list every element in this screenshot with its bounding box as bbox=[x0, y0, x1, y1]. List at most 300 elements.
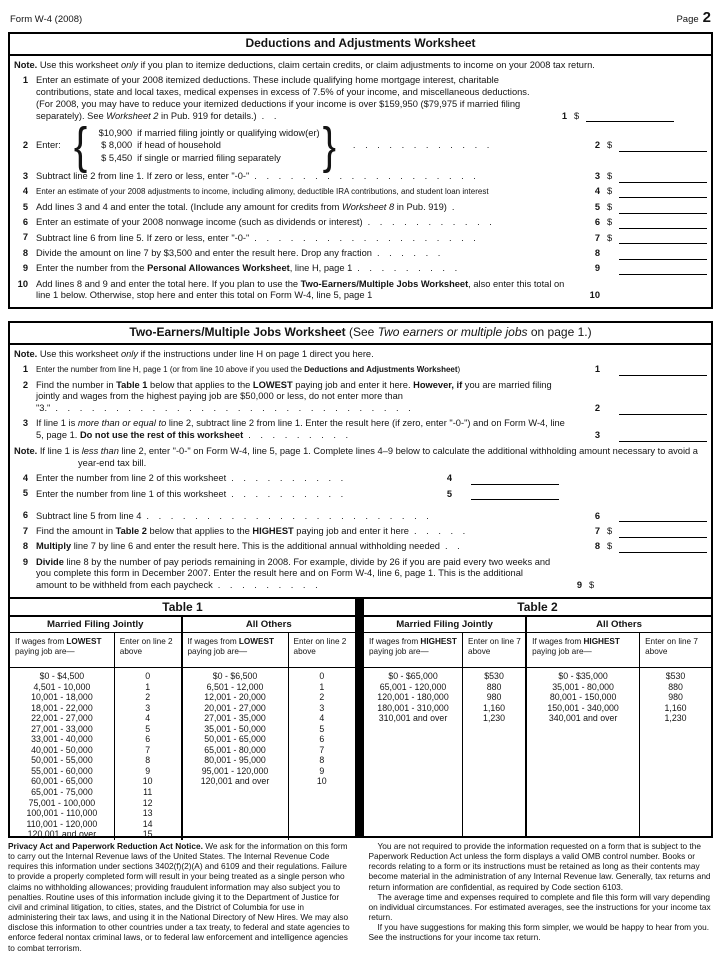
enter-value-cell: 3 bbox=[145, 702, 151, 713]
text-segment: Use this worksheet bbox=[37, 60, 121, 70]
wage-range-cell: $0 - $65,000 bbox=[388, 670, 438, 681]
ws1-rows bbox=[14, 75, 707, 302]
privacy-act-notice bbox=[8, 841, 353, 953]
text-segment: Find the amount in bbox=[36, 526, 116, 537]
enter-value-cell: 880 bbox=[486, 681, 502, 692]
ws1-line-3-amount-field[interactable] bbox=[619, 171, 707, 183]
table-2 bbox=[364, 599, 711, 836]
enter-values bbox=[463, 668, 525, 836]
line-text bbox=[36, 511, 574, 523]
entry-line-number: 8 bbox=[594, 541, 600, 552]
enter-value-cell: 1 bbox=[319, 681, 325, 692]
ws2-row-8 bbox=[14, 541, 707, 553]
wage-range-cell: 120,001 - 180,000 bbox=[377, 692, 449, 703]
dot-leader: . . . . . . . . . bbox=[217, 580, 322, 591]
ws1-row-5 bbox=[14, 202, 707, 214]
text-segment: , line H, page 1 bbox=[289, 263, 353, 274]
line-text bbox=[36, 418, 574, 442]
enter-value-cell: 2 bbox=[145, 692, 151, 703]
line-text bbox=[36, 541, 574, 553]
entry-line-number: 2 bbox=[594, 139, 600, 150]
line-number: 10 bbox=[17, 278, 28, 289]
wage-column-header bbox=[183, 633, 288, 668]
text-segment: LOWEST bbox=[252, 379, 293, 390]
enter-values bbox=[115, 668, 181, 840]
enter-value-cell: 1,230 bbox=[664, 713, 687, 724]
enter-value-cell: 10 bbox=[316, 776, 327, 787]
wage-range-cell: 75,001 - 100,000 bbox=[28, 797, 96, 808]
wage-range-cell: 65,001 - 75,000 bbox=[31, 787, 93, 797]
line-number: 6 bbox=[22, 216, 28, 227]
wage-range-cell: 33,001 - 40,000 bbox=[31, 734, 93, 745]
wage-values bbox=[10, 668, 114, 840]
wage-values bbox=[527, 668, 639, 836]
dollar-sign: $ bbox=[607, 139, 613, 150]
entry-line-number: 9 bbox=[576, 580, 582, 591]
text-segment: Enter an estimate of your 2008 nonwage income (such as dividends or interest) bbox=[36, 217, 363, 228]
entry-area bbox=[607, 248, 707, 260]
enter-value-cell: 8 bbox=[319, 755, 325, 766]
dot-leader: . bbox=[451, 201, 458, 212]
section-columns bbox=[183, 633, 356, 840]
enter-value-cell: 6 bbox=[319, 734, 325, 745]
wage-range-cell: 180,001 - 310,000 bbox=[377, 702, 449, 713]
footer-paragraph: The average time and expenses required to complete and file this form will vary depending on individual circumstances. For estimated averages, see the instructions for your income tax return. bbox=[368, 891, 711, 923]
close-brace: } bbox=[322, 118, 336, 174]
text-segment: HIGHEST bbox=[252, 526, 294, 537]
enter-value-cell: $530 bbox=[665, 670, 686, 681]
text-segment: if the instructions under line H on page 1 direct you here. bbox=[138, 349, 374, 360]
enter-value-cell: 8 bbox=[145, 755, 151, 766]
entry-area bbox=[607, 171, 707, 183]
ws2-line-4-amount-field[interactable] bbox=[471, 473, 559, 485]
wage-range-cell: 310,001 and over bbox=[378, 713, 448, 724]
ws1-row-6 bbox=[14, 217, 707, 229]
text-segment: Note. bbox=[14, 349, 38, 360]
text-segment: Subtract line 5 from line 4 bbox=[36, 510, 142, 521]
ws1-line-5-amount-field[interactable] bbox=[619, 202, 707, 214]
text-segment: HIGHEST bbox=[583, 636, 620, 646]
text-segment: Divide the amount on line 7 by $3,500 and enter the result here. Drop any fraction bbox=[36, 247, 372, 258]
line-text bbox=[36, 557, 556, 592]
wage-range-cell: 27,001 - 33,000 bbox=[31, 723, 93, 734]
footer-paragraph: You are not required to provide the information requested on a form that is subject to the Paperwork Reduction Act unless the form displays a valid OMB control number. Books or records relating to a form or its instructions must be retained as long as their contents may become material in the administration of any Internal Revenue law. Generally, tax returns and return information are confidential, as required by Code section 6103. bbox=[368, 840, 711, 892]
table2-sections bbox=[364, 617, 711, 836]
line-text bbox=[36, 75, 541, 122]
enter-column bbox=[289, 633, 355, 840]
enter-values bbox=[289, 668, 355, 840]
text-segment: paying job are— bbox=[532, 646, 592, 656]
enter-value-cell: 7 bbox=[145, 744, 151, 755]
ws1-line-9-amount-field[interactable] bbox=[619, 263, 707, 275]
section-subtitle: Married Filing Jointly bbox=[364, 617, 525, 633]
line-text bbox=[36, 171, 574, 183]
wage-range-cell: 80,001 - 95,000 bbox=[204, 755, 266, 766]
entry-line-number: 9 bbox=[594, 263, 600, 274]
text-segment: Subtract line 2 from line 1. If zero or less, enter "-0-" bbox=[36, 170, 250, 181]
text-segment: Two-Earners/Multiple Jobs Worksheet bbox=[129, 325, 346, 340]
wage-range-cell: 27,001 - 35,000 bbox=[204, 713, 266, 724]
ws2-line-7-amount-field[interactable] bbox=[619, 526, 707, 538]
ws2-body bbox=[10, 345, 711, 597]
enter-value-cell: 1,160 bbox=[483, 702, 506, 713]
ws1-body bbox=[10, 56, 711, 307]
wage-column bbox=[183, 633, 289, 840]
text-segment: Do not use the rest of this worksheet bbox=[79, 430, 244, 441]
enter-column-header: Enter on line 2 above bbox=[289, 633, 355, 668]
ws2-row-2 bbox=[14, 380, 707, 415]
line-text bbox=[36, 248, 574, 260]
dot-leader: . . bbox=[261, 110, 280, 121]
text-segment: If line 1 is bbox=[36, 418, 78, 429]
text-segment: in Pub. 919 for details.) bbox=[158, 110, 257, 121]
ws1-row-3 bbox=[14, 171, 707, 183]
line-number: 5 bbox=[22, 201, 28, 212]
entry-area bbox=[607, 232, 707, 244]
enter-column bbox=[115, 633, 181, 840]
entry-line-number: 8 bbox=[594, 247, 600, 258]
dollar-sign: $ bbox=[607, 526, 613, 537]
line-number: 5 bbox=[22, 488, 28, 499]
option-label: if single or married filing separately bbox=[137, 153, 281, 164]
text-segment: We ask for the information on this form to carry out the Internal Revenue laws of the United States. The Internal Revenue Code requires this information under sections 3402(f)(2)(A) and 6109 and their regulations. Failure to provide a properly completed form will result in your being treated as a single person who claims no withholding allowances; providing fraudulent information may also subject you to penalties. Routine uses of this information include giving it to the Department of Justice for civil and criminal litigation, to cities, states, and the District of Columbia for use in administering their tax laws, and using it in the National Directory of New Hires. We may also disclose this information to other countries under a tax treaty, to federal and state agencies to enforce federal nontax criminal laws, or to federal law enforcement and intelligence agencies to combat terrorism. bbox=[8, 840, 350, 953]
ws2-row-1 bbox=[14, 364, 707, 376]
entry-line-number: 5 bbox=[446, 488, 452, 499]
wage-range-cell: 60,001 - 65,000 bbox=[31, 776, 93, 787]
text-segment: If wages from bbox=[15, 636, 67, 646]
entry-area bbox=[607, 140, 707, 152]
ws2-row-7 bbox=[14, 526, 707, 538]
ws2-line-6-amount-field[interactable] bbox=[619, 510, 707, 522]
entry-line-number: 7 bbox=[594, 526, 600, 537]
amount-option bbox=[90, 139, 319, 152]
deductions-adjustments-worksheet bbox=[8, 32, 713, 309]
enter-value-cell: 15 bbox=[142, 829, 153, 840]
ws1-row-8 bbox=[14, 248, 707, 260]
text-segment: Enter the number from line 1 of this worksheet bbox=[36, 488, 227, 499]
wage-range-cell: 80,001 - 150,000 bbox=[549, 692, 617, 703]
text-segment: line 2, enter "-0-" on Form W-4, line 5, page 1. Complete lines 4–9 below to calculate the additional withholding amount necessary to avoid a year-end tax bill. bbox=[78, 446, 698, 468]
dot-leader: . . . . . . . . . . bbox=[231, 488, 347, 499]
enter-column bbox=[463, 633, 525, 836]
wage-column-header bbox=[527, 633, 639, 668]
text-segment: line 8 by the number of pay periods remaining in 2008. For example, divide by 26 if you are paid every two weeks and you complete this form in December 2007. Enter the result here and on Form W-4, line 6, page 1. This is the additional amount to be withheld from each paycheck bbox=[36, 556, 551, 591]
dot-leader: . . . . . . . . . . . . . . . . . . . . . . . . bbox=[146, 510, 433, 521]
page-header bbox=[8, 7, 713, 32]
ws2-line-3-amount-field[interactable] bbox=[619, 430, 707, 442]
paperwork-reduction-text bbox=[369, 841, 714, 953]
dollar-sign: $ bbox=[607, 217, 613, 228]
text-segment: Privacy Act and Paperwork Reduction Act Notice. bbox=[8, 840, 203, 851]
text-segment: If wages from bbox=[187, 636, 239, 646]
ws1-row-4 bbox=[14, 186, 707, 198]
wage-column bbox=[364, 633, 463, 836]
table-divider bbox=[355, 599, 364, 836]
text-segment: Two earners or multiple jobs bbox=[377, 325, 528, 340]
enter-value-cell: 12 bbox=[142, 797, 153, 808]
line-number: 1 bbox=[22, 364, 28, 375]
ws2-rows-4-9 bbox=[14, 473, 707, 592]
line-number: 7 bbox=[22, 525, 28, 536]
ws2-title bbox=[10, 323, 711, 345]
text-segment: LOWEST bbox=[238, 636, 274, 646]
wage-column-header bbox=[364, 633, 462, 668]
table2-title: Table 2 bbox=[364, 599, 711, 617]
entry-area bbox=[607, 364, 707, 376]
enter-value-cell: 9 bbox=[145, 765, 151, 776]
ws1-line-8-amount-field[interactable] bbox=[619, 248, 707, 260]
table-1 bbox=[10, 599, 355, 840]
line-number: 8 bbox=[22, 541, 28, 552]
line-number: 3 bbox=[22, 418, 28, 429]
open-brace: { bbox=[73, 118, 88, 174]
wage-range-cell: 4,501 - 10,000 bbox=[33, 681, 91, 692]
ws2-line-1-amount-field[interactable] bbox=[619, 364, 707, 376]
text-segment: paying job and enter it here bbox=[293, 526, 409, 537]
enter-value-cell: 9 bbox=[319, 765, 325, 776]
dollar-sign: $ bbox=[607, 186, 613, 197]
table1-section-married-filing-jointly bbox=[10, 617, 183, 840]
enter-value-cell: 980 bbox=[486, 692, 502, 703]
ws2-line-5-amount-field[interactable] bbox=[471, 488, 559, 500]
ws1-row-2 bbox=[14, 118, 707, 174]
option-amount: $ 8,000 bbox=[101, 140, 133, 151]
text-segment: line 2, subtract line 2 from line 1. Enter the result here (if zero, enter "-0-") and on Form W-4, line 5, page 1. bbox=[36, 418, 565, 441]
wage-range-cell: 18,001 - 22,000 bbox=[31, 702, 93, 713]
text-segment: below that applies to the bbox=[146, 526, 253, 537]
text-segment: below that applies to the bbox=[147, 379, 253, 390]
text-segment: Add lines 3 and 4 and enter the total. (Include any amount for credits from bbox=[36, 201, 342, 212]
footer-notices bbox=[8, 841, 713, 953]
line-number: 3 bbox=[22, 170, 28, 181]
dot-leader: . . . . . . . . . . . . . . . . . . . . . . . . . . . . . . bbox=[55, 403, 415, 414]
section-subtitle: All Others bbox=[183, 617, 356, 633]
ws2-row-9 bbox=[14, 557, 707, 592]
line-text bbox=[36, 263, 574, 275]
entry-line-number: 5 bbox=[594, 201, 600, 212]
wage-range-cell: 120,001 and over bbox=[200, 776, 270, 787]
ws1-line-7-amount-field[interactable] bbox=[619, 232, 707, 244]
wage-range-cell: $0 - $4,500 bbox=[39, 670, 85, 681]
line-text bbox=[36, 202, 574, 214]
ws1-row-7 bbox=[14, 232, 707, 244]
enter-value-cell: 0 bbox=[319, 670, 325, 681]
wage-range-cell: $0 - $35,000 bbox=[558, 670, 608, 681]
wage-range-cell: 120,001 and over bbox=[27, 829, 97, 840]
entry-line-number: 1 bbox=[561, 110, 567, 121]
text-segment: Deductions and Adjustments Worksheet bbox=[304, 365, 458, 375]
wage-tables bbox=[8, 597, 713, 838]
ws1-line-4-amount-field[interactable] bbox=[619, 186, 707, 198]
line-number: 4 bbox=[22, 473, 28, 484]
ws2-line-2-amount-field[interactable] bbox=[619, 403, 707, 415]
enter-value-cell: $530 bbox=[484, 670, 504, 681]
wage-range-cell: 40,001 - 50,000 bbox=[31, 744, 93, 755]
line-text bbox=[36, 364, 574, 376]
dot-leader: . . . . . . . . . . . bbox=[367, 217, 496, 228]
enter-value-cell: 5 bbox=[319, 723, 325, 734]
entry-line-number: 7 bbox=[594, 232, 600, 243]
ws1-line-1-amount-field[interactable] bbox=[586, 110, 674, 122]
dot-leader: . . . . . bbox=[413, 526, 469, 537]
enter-value-cell: 880 bbox=[668, 681, 683, 692]
entry-line-number: 3 bbox=[594, 170, 600, 181]
text-segment: Deductions and Adjustments Worksheet bbox=[245, 36, 476, 50]
ws1-row-10 bbox=[14, 279, 707, 303]
enter-value-cell: 13 bbox=[142, 808, 153, 819]
text-segment: Enter an estimate of your 2008 adjustments to income, including alimony, deductible IRA contributions, and student loan interest bbox=[36, 187, 489, 197]
wage-range-cell: 110,001 - 120,000 bbox=[26, 818, 98, 829]
line-number: 6 bbox=[22, 510, 28, 521]
line-number: 4 bbox=[22, 186, 28, 197]
wage-values bbox=[364, 668, 462, 836]
text-segment: paying job are— bbox=[15, 646, 75, 656]
wage-column bbox=[527, 633, 640, 836]
dot-leader: . . . . . . . . . . bbox=[231, 473, 347, 484]
dot-leader: . . . . . . . . . bbox=[248, 430, 352, 441]
line-number: 7 bbox=[22, 232, 28, 243]
text-segment: Personal Allowances Worksheet bbox=[147, 263, 290, 274]
text-segment: Enter the number from line H, page 1 (or from line 10 above if you used the bbox=[36, 365, 305, 375]
text-segment: Worksheet 2 bbox=[106, 110, 159, 121]
ws2-row-5 bbox=[14, 488, 707, 500]
form-id: Form W-4 (2008) bbox=[10, 14, 83, 25]
dollar-sign: $ bbox=[589, 580, 595, 591]
wage-column bbox=[10, 633, 115, 840]
line-number: 2 bbox=[22, 379, 28, 390]
entry-area bbox=[607, 510, 707, 522]
line-text bbox=[36, 380, 574, 415]
table1-section-all-others bbox=[183, 617, 356, 840]
wage-range-cell: 150,001 - 340,000 bbox=[547, 702, 619, 713]
entry-line-number: 4 bbox=[446, 473, 452, 484]
entry-line-number: 6 bbox=[594, 510, 600, 521]
enter-value-cell: 5 bbox=[145, 723, 151, 734]
section-subtitle: Married Filing Jointly bbox=[10, 617, 181, 633]
text-segment: Note. bbox=[14, 446, 38, 457]
enter-column-header: Enter on line 7 above bbox=[463, 633, 525, 668]
entry-area bbox=[607, 430, 707, 442]
ws2-rows-1-3 bbox=[14, 364, 707, 442]
text-segment: Two-Earners/Multiple Jobs Worksheet bbox=[300, 278, 469, 289]
amount-option bbox=[90, 127, 319, 140]
page-number: Page 2 bbox=[676, 9, 711, 26]
text-segment: only bbox=[120, 60, 139, 70]
entry-line-number: 4 bbox=[594, 186, 600, 197]
enter-value-cell: 980 bbox=[668, 692, 683, 703]
table2-section-married-filing-jointly bbox=[364, 617, 527, 836]
text-segment: Add lines 8 and 9 and enter the total here. If you plan to use the bbox=[36, 278, 301, 289]
dollar-sign: $ bbox=[574, 110, 580, 121]
text-segment: However, if bbox=[413, 379, 463, 390]
entry-area bbox=[607, 403, 707, 415]
text-segment: Divide bbox=[36, 556, 64, 567]
line-text bbox=[36, 233, 574, 245]
text-segment: Subtract line 6 from line 5. If zero or less, enter "-0-" bbox=[36, 232, 250, 243]
amount-options bbox=[90, 127, 319, 165]
wage-range-cell: 65,001 - 80,000 bbox=[204, 744, 266, 755]
table2-section-all-others bbox=[527, 617, 711, 836]
text-segment: Enter an estimate of your 2008 itemized deductions. These include qualifying home mortgage interest, charitable contributions, state and local taxes, medical expenses in excess of 7.5% of your income, and miscellaneous deductions. (For 2008, you may have to reduce your itemized deductions if your income is over $159,950 ($79,975 if married filing separately). See bbox=[36, 75, 530, 121]
entry-area bbox=[607, 541, 707, 553]
text-segment: If line 1 is bbox=[37, 446, 82, 457]
text-segment: Use this worksheet bbox=[37, 349, 121, 360]
text-segment: Table 2 bbox=[115, 526, 147, 537]
text-segment: Table 1 bbox=[116, 379, 148, 390]
enter-value-cell: 1,160 bbox=[664, 702, 687, 713]
option-label: if married filing jointly or qualifying widow(er) bbox=[137, 127, 320, 138]
enter-value-cell: 6 bbox=[145, 734, 151, 745]
entry-area bbox=[574, 110, 674, 122]
wage-range-cell: 20,001 - 27,000 bbox=[204, 702, 266, 713]
text-segment: in Pub. 919) bbox=[394, 201, 447, 212]
text-segment: Worksheet 8 bbox=[341, 201, 395, 212]
ws1-line-6-amount-field[interactable] bbox=[619, 217, 707, 229]
enter-column-header: Enter on line 2 above bbox=[115, 633, 181, 668]
dot-leader: . . . . . . . . . . . . . . . . . . . bbox=[254, 170, 480, 181]
amount-option bbox=[90, 152, 319, 165]
ws2-note-1 bbox=[14, 349, 707, 361]
enter-value-cell: 14 bbox=[142, 818, 153, 829]
line-text bbox=[36, 217, 574, 229]
wage-range-cell: 95,001 - 120,000 bbox=[201, 765, 269, 776]
entry-area bbox=[607, 217, 707, 229]
enter-label: Enter: bbox=[36, 139, 61, 150]
ws2-row-4 bbox=[14, 473, 707, 485]
entry-area bbox=[607, 526, 707, 538]
two-earners-worksheet bbox=[8, 321, 713, 597]
text-segment: Enter the number from line 2 of this worksheet bbox=[36, 473, 227, 484]
table1-sections bbox=[10, 617, 355, 840]
entry-line-number: 10 bbox=[589, 290, 600, 301]
wage-range-cell: 100,001 - 110,000 bbox=[26, 808, 98, 819]
text-segment: If wages from bbox=[369, 636, 421, 646]
dot-leader: . . . . . . . . . . . . . . . . . . . bbox=[254, 232, 480, 243]
wage-column-header bbox=[10, 633, 114, 668]
entry-area bbox=[607, 202, 707, 214]
dollar-sign: $ bbox=[607, 541, 613, 552]
ws1-line-2-amount-field[interactable] bbox=[619, 140, 707, 152]
text-segment: Enter the number from the bbox=[36, 263, 148, 274]
text-segment: paying job are— bbox=[369, 646, 429, 656]
wage-range-cell: 10,001 - 18,000 bbox=[31, 692, 93, 703]
entry-line-number: 1 bbox=[594, 364, 600, 375]
enter-value-cell: 3 bbox=[319, 702, 325, 713]
text-segment: on page 1.) bbox=[527, 325, 592, 340]
enter-value-cell: 10 bbox=[142, 776, 153, 787]
dollar-sign: $ bbox=[607, 170, 613, 181]
line-text bbox=[36, 186, 574, 198]
wage-range-cell: $0 - $6,500 bbox=[212, 670, 258, 681]
wage-range-cell: 50,001 - 65,000 bbox=[204, 734, 266, 745]
table1-title: Table 1 bbox=[10, 599, 355, 617]
ws1-note bbox=[14, 60, 707, 72]
wage-range-cell: 12,001 - 20,000 bbox=[204, 692, 266, 703]
ws2-line-8-amount-field[interactable] bbox=[619, 541, 707, 553]
ws1-title bbox=[10, 34, 711, 56]
text-segment: ) bbox=[457, 365, 461, 375]
enter-column bbox=[640, 633, 711, 836]
dollar-sign: $ bbox=[607, 201, 613, 212]
text-segment: only bbox=[120, 349, 139, 360]
entry-line-number: 6 bbox=[594, 217, 600, 228]
entry-area bbox=[607, 186, 707, 198]
enter-column-header: Enter on line 7 above bbox=[640, 633, 711, 668]
section-columns bbox=[10, 633, 181, 840]
entry-area bbox=[459, 473, 559, 485]
wage-range-cell: 35,001 - 80,000 bbox=[552, 681, 614, 692]
wage-range-cell: 35,001 - 50,000 bbox=[204, 723, 266, 734]
